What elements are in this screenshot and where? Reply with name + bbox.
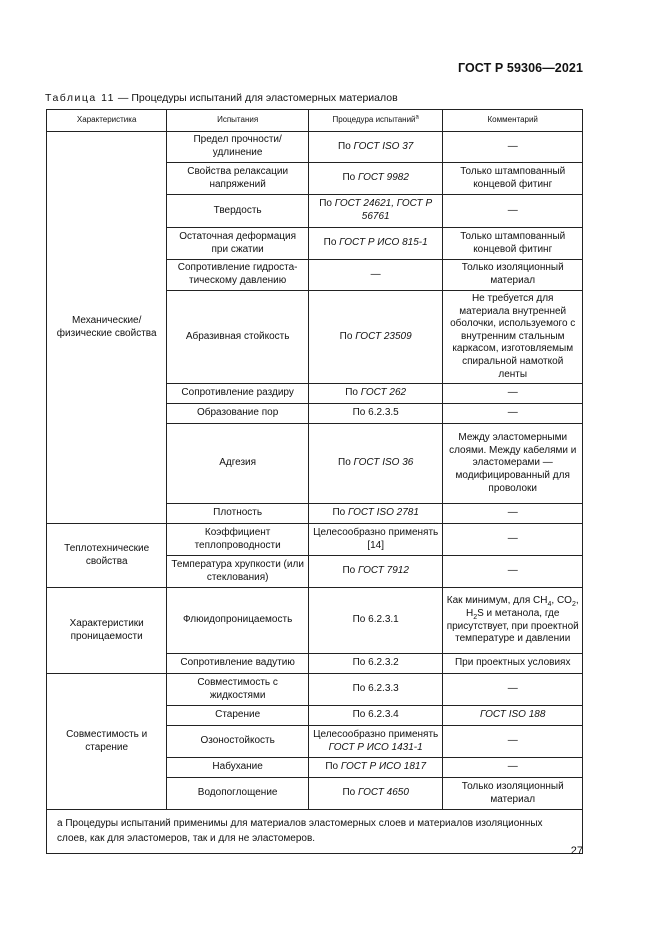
procedure [308,778,443,810]
procedure [308,260,443,291]
procedure-prefix: По 6.2.3.3 [352,683,399,695]
table-row [47,132,583,163]
test-name: Сопротивление вадутию [167,654,309,674]
comment [443,588,583,654]
test-name: Сопротивление раздиру [167,384,309,404]
group-name: Характеристики проницаемости [47,588,167,674]
procedure [308,556,443,588]
test-name: Совместимость с жидкостями [167,674,309,706]
procedures-table [46,109,583,854]
procedure-ref: ГОСТ 262 [360,387,407,399]
procedure-ref: ГОСТ Р ИСО 815-1 [339,237,428,249]
comment: Между эластомерными слоями. Между кабелями и эластомерами — модифицированный для проволоки [443,424,583,504]
procedure-prefix: По 6.2.3.4 [352,709,399,721]
procedure-ref: ГОСТ ISO 37 [353,140,414,152]
procedure-prefix: По [325,761,341,773]
procedure [308,291,443,384]
procedure [308,163,443,195]
group-name: Совместимость и старение [47,674,167,810]
test-name: Образование пор [167,404,309,424]
procedure-ref: ГОСТ ISO 2781 [347,507,419,519]
table-caption-title: — Процедуры испытаний для эластомерных материалов [117,92,398,104]
procedure-prefix: По [323,237,340,249]
table-header-row [47,110,583,132]
procedure [308,758,443,778]
procedure-prefix: По [339,330,356,342]
group-name: Механические/ физические свойства [47,132,167,524]
procedure [308,228,443,260]
comment: Только штампованный концевой фитинг [443,228,583,260]
procedure-prefix: По [345,387,361,399]
col-header-procedure-text: Процедура испытаний [332,115,416,125]
table-row [47,588,583,654]
procedure-prefix: По [332,507,348,519]
comment-ref: ГОСТ ISO 188 [480,709,546,721]
procedure [308,706,443,726]
procedure-ref: ГОСТ Р ИСО 1431-1 [328,741,423,753]
procedure-prefix: По 6.2.3.5 [352,407,399,419]
comment: — [443,404,583,424]
comment: — [443,504,583,524]
page-number: 27 [570,845,583,857]
comment: Только штампованный концевой фитинг [443,163,583,195]
test-name: Водопоглощение [167,778,309,810]
test-name: Флюидопроницаемость [167,588,309,654]
col-header-procedure [308,110,443,132]
procedure-ref: ГОСТ 23509 [355,330,412,342]
comment: — [443,674,583,706]
procedure-prefix: По [342,172,358,184]
standard-header: ГОСТ Р 59306—2021 [457,61,583,75]
test-name: Сопротивление гидроста-тическому давлению [167,260,309,291]
procedure [308,674,443,706]
procedure-ref: ГОСТ 7912 [357,565,409,577]
comment: Только изоляционный материал [443,778,583,810]
comment: Не требуется для материала внутренней оболочки, используемого с внутренним стальным каркасом, изготовляемым спиральной намоткой ленты [443,291,583,384]
comment: — [443,726,583,758]
group-name: Теплотехнические свойства [47,524,167,588]
procedure [308,588,443,654]
footnote: а Процедуры испытаний применимы для материалов эластомерных слоев и материалов изоляционных слоев, как для эластомеров, так и для не эластомеров. [47,810,583,854]
table-row [47,674,583,706]
test-name: Температура хрупкости (или стеклования) [167,556,309,588]
procedure-prefix: По [338,140,354,152]
procedure-ref: ГОСТ 9982 [357,172,409,184]
procedure-ref: ГОСТ 4650 [357,787,409,799]
comment: При проектных условиях [443,654,583,674]
procedure-prefix: — [370,268,381,280]
test-name: Плотность [167,504,309,524]
test-name: Твердость [167,195,309,228]
procedure-prefix: По [338,457,354,469]
procedure [308,384,443,404]
procedure-prefix: По 6.2.3.2 [352,657,399,669]
test-name: Остаточная деформация при сжатии [167,228,309,260]
test-name: Набухание [167,758,309,778]
procedure-prefix: Целесообразно применять [313,729,439,741]
comment: — [443,758,583,778]
procedure [308,654,443,674]
comment: — [443,132,583,163]
col-header-tests: Испытания [167,110,309,132]
procedure-ref: ГОСТ ISO 36 [353,457,414,469]
test-name: Адгезия [167,424,309,504]
procedure [308,504,443,524]
test-name: Старение [167,706,309,726]
comment: — [443,195,583,228]
procedure-ref: ГОСТ 24621, ГОСТ Р 56761 [334,198,433,222]
comment: — [443,384,583,404]
comment-text-rendered: Как минимум, для $CH_4$, $CO_2$, $H_2S$ и метанола, где присутствует, при проектной температуре и давлении [446,595,579,645]
procedure-prefix: Целесообразно применять [14] [313,527,439,551]
procedure [308,726,443,758]
col-header-characteristic: Характеристика [47,110,167,132]
procedure [308,132,443,163]
procedure [308,524,443,556]
test-name: Озоностойкость [167,726,309,758]
table-caption-label: Таблица 11 [45,92,115,104]
comment: — [443,556,583,588]
procedure-prefix: По [342,565,358,577]
comment [443,706,583,726]
procedure-prefix: По [342,787,358,799]
comment: — [443,524,583,556]
procedure [308,195,443,228]
comment: Только изоляционный материал [443,260,583,291]
procedure [308,404,443,424]
col-header-comment: Комментарий [443,110,583,132]
table-row [47,524,583,556]
procedure-ref: ГОСТ Р ИСО 1817 [340,761,427,773]
test-name: Свойства релаксации напряжений [167,163,309,195]
test-name: Абразивная стойкость [167,291,309,384]
footnote-row [47,810,583,854]
procedure [308,424,443,504]
footnote-mark: a [415,114,419,121]
test-name: Коэффициент теплопроводности [167,524,309,556]
procedure-prefix: По 6.2.3.1 [352,614,399,626]
table-caption [45,92,398,104]
procedure-prefix: По [319,198,335,210]
test-name: Предел прочности/ удлинение [167,132,309,163]
